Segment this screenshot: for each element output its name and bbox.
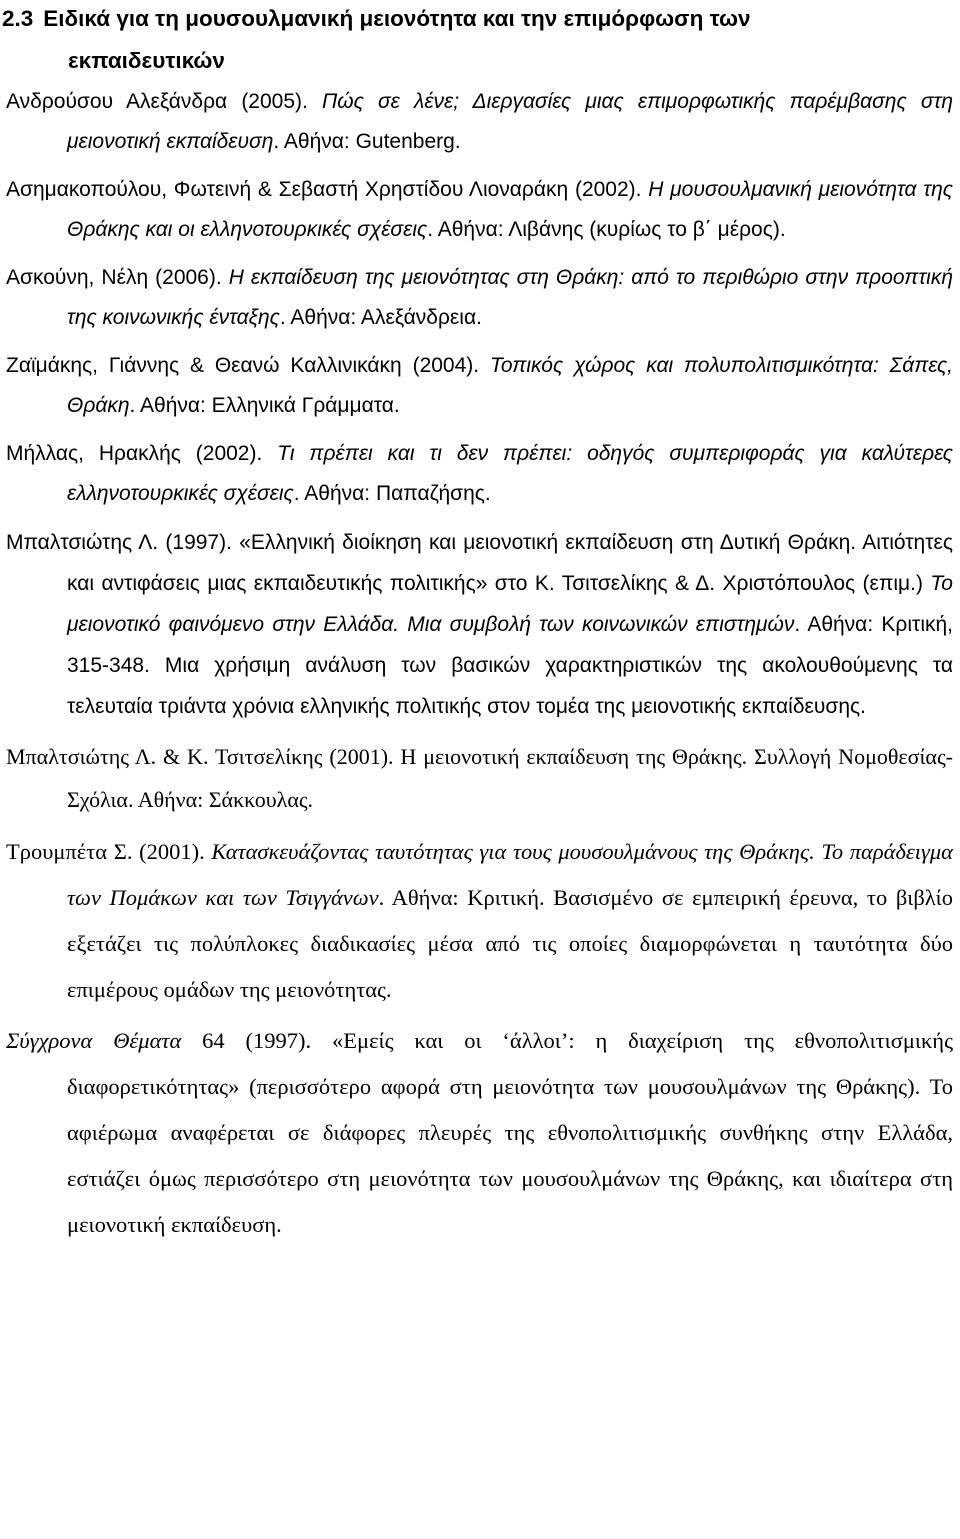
reference-entry [6,1018,953,1248]
reference-author: Ασημακοπούλου, Φωτεινή & Σεβαστή Χρηστίδου Λιοναράκη (2002). [6,178,649,201]
reference-publisher: . Αθήνα: Κριτική. Βασισμένο σε εμπειρική έρευνα, το βιβλίο εξετάζει τις πολύπλοκες διαδικασίες μέσα από τις οποίες διαμορφώνεται η ταυτότητα δύο επιμέρους ομάδων της μειονότητας. [67,885,953,1002]
reference-title: Η εκπαίδευση της μειονότητας στη Θράκη: από το περιθώριο στην προοπτική της κοινωνικής ένταξης [67,266,954,329]
reference-publisher: . Αθήνα: Ελληνικά Γράμματα. [129,394,400,417]
reference-title: Το μειονοτικό φαινόμενο στην Ελλάδα. Μια συμβολή των κοινωνικών επιστημών [67,572,953,636]
reference-author: Μπαλτσιώτης Λ. (1997). «Ελληνική διοίκηση και μειονοτική εκπαίδευση στη Δυτική Θράκη. Αιτιότητες και αντιφάσεις μιας εκπαιδευτικής πολιτικής» στο Κ. Τσιτσελίκης & Δ. Χριστόπουλος (επιμ.) [6,531,953,595]
reference-author: Μπαλτσιώτης Λ. & Κ. Τσιτσελίκης (2001). [6,744,401,769]
reference-list [6,82,953,1253]
reference-publisher: . Αθήνα: Σάκκουλας. [127,787,314,812]
reference-publisher: . Αθήνα: Λιβάνης (κυρίως το β΄ μέρος). [427,218,786,241]
reference-entry [6,735,953,821]
reference-title: Η μειονοτική εκπαίδευση της Θράκης. Συλλογή Νομοθεσίας-Σχόλια [67,744,953,812]
section-heading [2,0,952,82]
reference-publisher: . Αθήνα: Παπαζήσης. [293,482,491,505]
reference-entry [6,170,953,250]
reference-author: Τρουμπέτα Σ. (2001). [6,839,212,864]
reference-author: Μήλλας, Ηρακλής (2002). [6,442,278,465]
section-number: 2.3 [2,6,34,31]
reference-entry [6,346,953,426]
reference-publisher: 64 (1997). «Εμείς και οι ‘άλλοι’: η διαχείριση της εθνοπολιτισμικής διαφορετικότητας» (περισσότερο αφορά στη μειονότητα των μουσουλμάνων της Θράκης). Το αφιέρωμα αναφέρεται σε διάφορες πλευρές της εθνοπολιτισμικής συνθήκης στην Ελλάδα, εστιάζει όμως περισσότερο στη μειονότητα των μουσουλμάνων της Θράκης, και ιδιαίτερα στη μειονοτική εκπαίδευση. [67,1028,953,1237]
reference-publisher: . Αθήνα: Gutenberg. [273,130,461,153]
reference-title: Η μουσουλμανική μειονότητα της Θράκης και οι ελληνοτουρκικές σχέσεις [67,178,953,241]
reference-title: Τοπικός χώρος και πολυπολιτισμικότητα: Σάπες, Θράκη [67,354,953,417]
reference-entry [6,829,953,1013]
section-title-line-1: Ειδικά για τη μουσουλμανική μειονότητα και την επιμόρφωση των [43,6,751,31]
reference-title: Κατασκευάζοντας ταυτότητας για τους μουσουλμάνους της Θράκης. Το παράδειγμα των Πομάκων και των Τσιγγάνων [67,839,953,910]
reference-title: Σύγχρονα Θέματα [6,1028,182,1053]
section-title-line-2: εκπαιδευτικών [68,48,225,73]
reference-title: Πώς σε λένε; Διεργασίες μιας επιμορφωτικής παρέμβασης στη μειονοτική εκπαίδευση [67,90,953,153]
reference-author: Ζαϊμάκης, Γιάννης & Θεανώ Καλλινικάκη (2004). [6,354,490,377]
reference-entry [6,258,953,338]
reference-author: Ασκούνη, Νέλη (2006). [6,266,229,289]
reference-author: Ανδρούσου Αλεξάνδρα (2005). [6,90,323,113]
reference-entry [6,434,953,514]
reference-publisher: . Αθήνα: Κριτική, 315-348. Μια χρήσιμη ανάλυση των βασικών χαρακτηριστικών της ακολουθούμενης τα τελευταία τριάντα χρόνια ελληνικής πολιτικής στον τομέα της μειονοτικής εκπαίδευσης. [67,613,953,718]
reference-entry [6,522,953,727]
reference-title: Τι πρέπει και τι δεν πρέπει: οδηγός συμπεριφοράς για καλύτερες ελληνοτουρκικές σχέσεις [67,442,953,505]
reference-entry [6,82,953,162]
reference-publisher: . Αθήνα: Αλεξάνδρεια. [279,306,482,329]
